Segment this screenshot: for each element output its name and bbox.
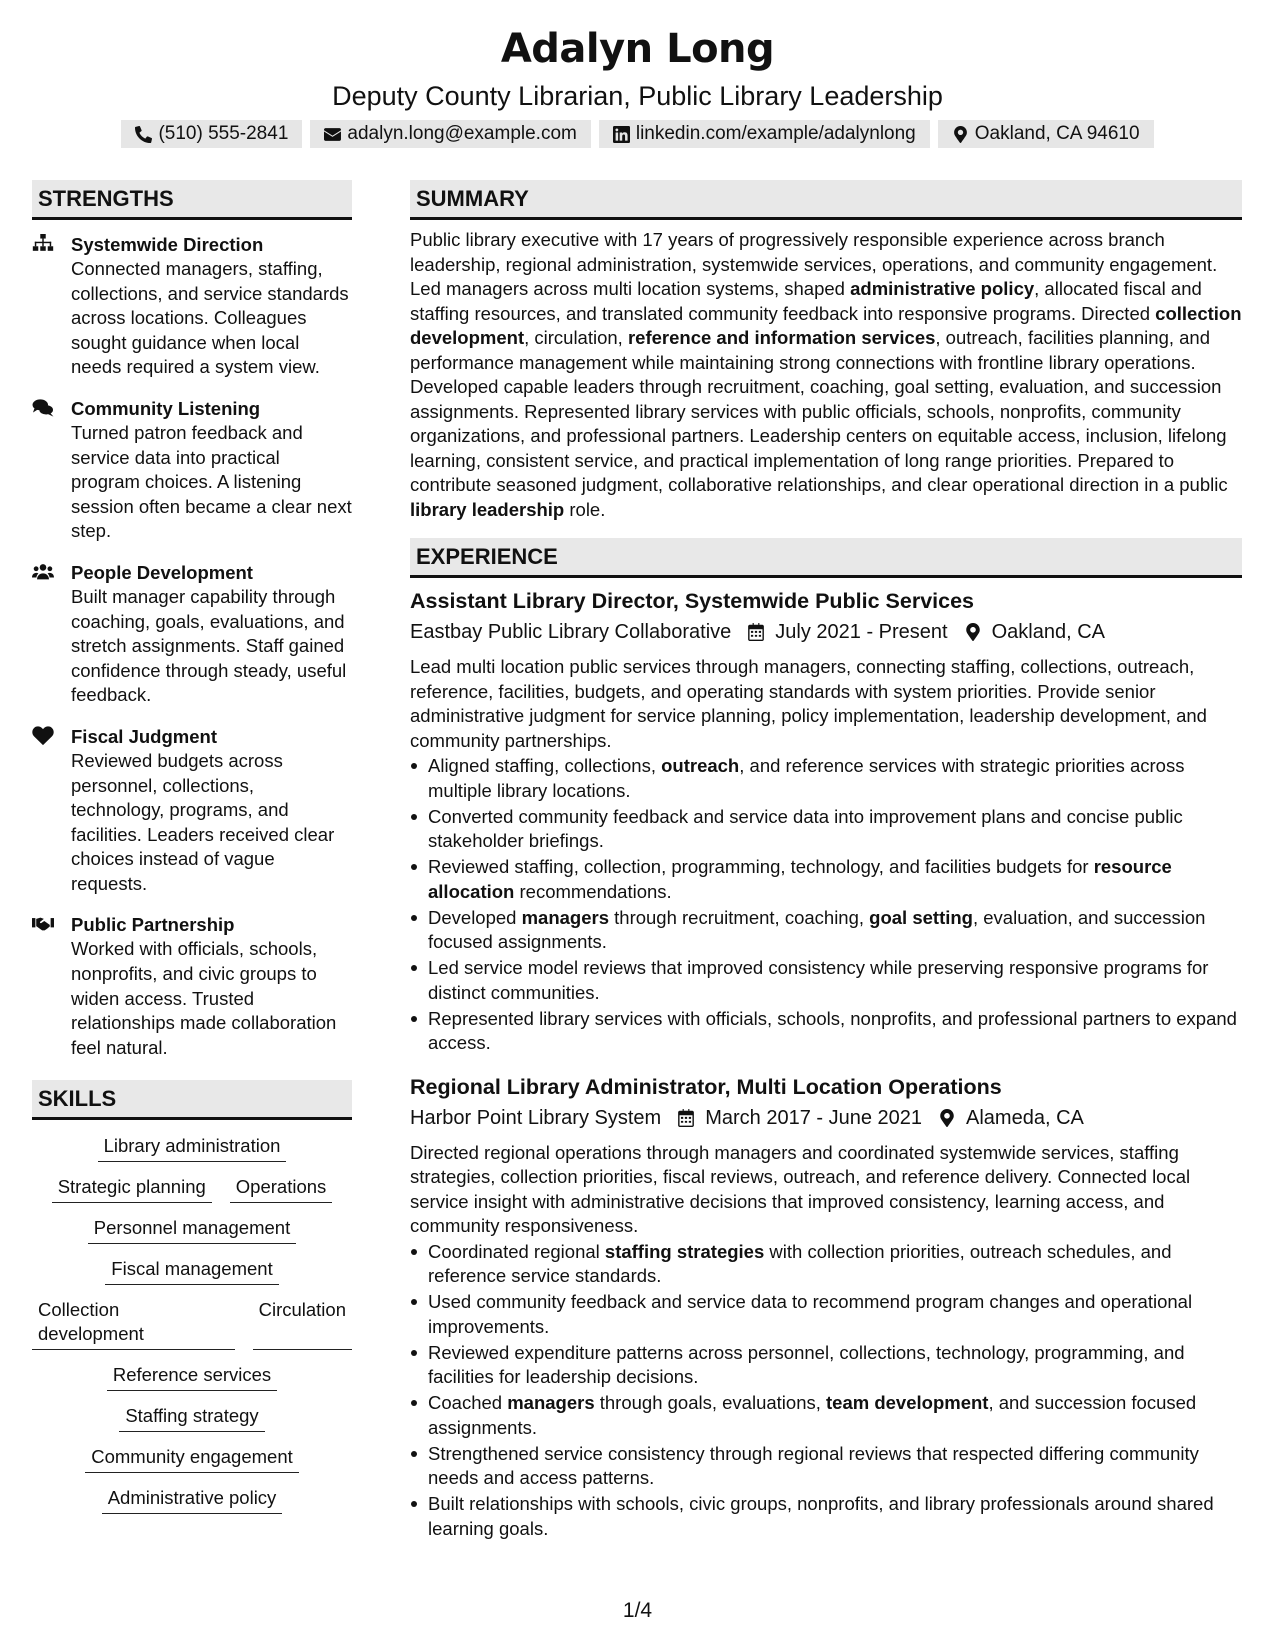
skill-tag: Strategic planning bbox=[52, 1175, 212, 1203]
job-employer: Eastbay Public Library Collaborative bbox=[410, 621, 732, 643]
strength-description: Connected managers, staffing, collections, and service standards across locations. Colleagues sought guidance when local needs required a system view. bbox=[71, 258, 349, 378]
summary-segment: , outreach, facilities planning, and performance management while maintaining strong connections with frontline library operations. Developed capable leaders through recruitment, coaching, goal setting, evaluation, and succession assignments. Represented library services with public officials, schools, nonprofits, community organizations, and professional partners. Leadership centers on equitable access, inclusion, lifelong learning, consistent service, and practical implementation of long range priorities. Prepared to contribute seasoned judgment, collaborative relationships, and clear operational direction in a public bbox=[410, 327, 1228, 495]
contact-location bbox=[938, 120, 1154, 148]
skill-tag: Personnel management bbox=[88, 1216, 296, 1244]
strength-title: People Development bbox=[71, 561, 253, 583]
calendar-icon bbox=[677, 1109, 695, 1127]
skill-tag: Fiscal management bbox=[105, 1257, 278, 1285]
strengths-list bbox=[32, 232, 352, 1060]
skill-row bbox=[107, 1363, 277, 1391]
envelope-icon bbox=[324, 126, 341, 143]
comments-icon bbox=[32, 398, 54, 418]
strength-description: Reviewed budgets across personnel, collections, technology, programs, and facilities. Leaders received clear choices instead of vague requests. bbox=[71, 749, 335, 894]
strength-title: Systemwide Direction bbox=[71, 234, 264, 255]
right-column bbox=[410, 180, 1242, 1543]
summary-segment: , allocated fiscal and staffing resources, and translated community feedback into responsive programs. Directed bbox=[410, 278, 1202, 324]
job-meta bbox=[410, 617, 1242, 647]
job-bullet: Reviewed staffing, collection, programming, technology, and facilities budgets for resource allocation recommendations. bbox=[410, 855, 1242, 904]
heart-icon bbox=[32, 726, 54, 746]
summary-text bbox=[410, 228, 1242, 522]
skill-row bbox=[32, 1298, 352, 1350]
summary-keyword: administrative policy bbox=[850, 278, 1035, 299]
skill-row bbox=[88, 1216, 296, 1244]
job-employer: Harbor Point Library System bbox=[410, 1106, 662, 1129]
skill-tag: Circulation bbox=[253, 1298, 352, 1350]
skill-tag: Administrative policy bbox=[102, 1486, 283, 1514]
contact-bar bbox=[0, 120, 1275, 148]
contact-location-text: Oakland, CA 94610 bbox=[974, 123, 1140, 144]
job-bullets bbox=[410, 1240, 1242, 1542]
candidate-headline: Deputy County Librarian, Public Library Leadership bbox=[332, 81, 943, 111]
job-bullet: Reviewed expenditure patterns across personnel, collections, technology, programming, and facilities for leadership decisions. bbox=[410, 1341, 1242, 1390]
skills-list bbox=[32, 1134, 352, 1514]
strength-item bbox=[32, 724, 352, 897]
skill-tag: Operations bbox=[230, 1175, 333, 1203]
contact-email-text: adalyn.long@example.com bbox=[347, 123, 577, 144]
job-title: Regional Library Administrator, Multi Location Operations bbox=[410, 1074, 1002, 1099]
job-entry bbox=[410, 1072, 1242, 1542]
job-bullet: Built relationships with schools, civic groups, nonprofits, and library professionals around shared learning goals. bbox=[410, 1492, 1242, 1541]
job-bullet: Represented library services with officials, schools, nonprofits, and professional partners to expand access. bbox=[410, 1007, 1242, 1056]
job-meta bbox=[410, 1103, 1242, 1133]
strength-item bbox=[32, 396, 352, 544]
map-marker-icon bbox=[938, 1109, 956, 1127]
job-bullet: Strengthened service consistency through regional reviews that respected differing community needs and access patterns. bbox=[410, 1442, 1242, 1491]
linkedin-icon bbox=[613, 126, 630, 143]
job-dates: July 2021 - Present bbox=[775, 621, 948, 643]
job-location: Alameda, CA bbox=[966, 1106, 1084, 1129]
candidate-name: Adalyn Long bbox=[500, 26, 775, 72]
job-description: Lead multi location public services through managers, connecting staffing, collections, outreach, reference, facilities, budgets, and operating standards with system priorities. Provide senior administrative judgment for service planning, policy implementation, leadership development, and community partnerships. bbox=[410, 656, 1207, 751]
strength-item bbox=[32, 912, 352, 1060]
job-title: Assistant Library Director, Systemwide Public Services bbox=[410, 589, 975, 613]
job-bullet: Coordinated regional staffing strategies with collection priorities, outreach schedules, and reference service standards. bbox=[410, 1240, 1242, 1289]
job-bullet: Converted community feedback and service data into improvement plans and concise public stakeholder briefings. bbox=[410, 805, 1242, 854]
skill-tag: Staffing strategy bbox=[119, 1404, 264, 1432]
experience-heading: EXPERIENCE bbox=[410, 538, 1242, 578]
skill-row bbox=[105, 1257, 278, 1285]
left-column bbox=[32, 180, 352, 1514]
contact-phone[interactable] bbox=[121, 120, 302, 148]
job-bullet: Led service model reviews that improved consistency while preserving responsive programs for distinct communities. bbox=[410, 956, 1242, 1005]
phone-icon bbox=[135, 126, 152, 143]
strength-title: Community Listening bbox=[71, 397, 261, 419]
strengths-heading: STRENGTHS bbox=[32, 180, 352, 220]
page-number: 1/4 bbox=[622, 1599, 653, 1622]
summary-segment: Public library executive with 17 years of progressively responsible experience across branch leadership, regional administration, systemwide services, operations, and community engagement. Led managers across multi location systems, shaped bbox=[410, 229, 1218, 299]
map-marker-icon bbox=[952, 126, 969, 143]
skill-row bbox=[119, 1404, 264, 1432]
summary-keyword: library leadership bbox=[410, 498, 565, 520]
handshake-icon bbox=[32, 914, 54, 934]
job-bullet: Used community feedback and service data to recommend program changes and operational improvements. bbox=[410, 1290, 1242, 1339]
skill-row bbox=[52, 1175, 333, 1203]
job-bullet: Aligned staffing, collections, outreach, and reference services with strategic priorities across multiple library locations. bbox=[410, 754, 1242, 803]
summary-keyword: collection development bbox=[410, 302, 1242, 348]
calendar-icon bbox=[747, 623, 765, 641]
users-icon bbox=[32, 562, 54, 582]
job-bullets bbox=[410, 754, 1242, 1056]
job-bullet: Coached managers through goals, evaluations, team development, and succession focused assignments. bbox=[410, 1391, 1242, 1440]
strength-description: Worked with officials, schools, nonprofits, and civic groups to widen access. Trusted relationships made collaboration feel natural. bbox=[71, 938, 337, 1058]
sitemap-icon bbox=[32, 234, 54, 254]
strength-item bbox=[32, 232, 352, 380]
summary-heading: SUMMARY bbox=[410, 180, 1242, 220]
skill-tag: Collection development bbox=[32, 1298, 235, 1350]
job-bullet: Developed managers through recruitment, coaching, goal setting, evaluation, and succession focused assignments. bbox=[410, 906, 1242, 955]
job-entry bbox=[410, 586, 1242, 1056]
skill-row bbox=[85, 1445, 299, 1473]
job-location: Oakland, CA bbox=[991, 621, 1105, 643]
map-marker-icon bbox=[964, 623, 982, 641]
skill-tag: Community engagement bbox=[85, 1445, 299, 1473]
contact-linkedin[interactable] bbox=[599, 120, 930, 148]
summary-keyword: reference and information services bbox=[627, 327, 936, 348]
contact-linkedin-text: linkedin.com/example/adalynlong bbox=[635, 123, 916, 144]
skill-tag: Reference services bbox=[107, 1363, 277, 1391]
job-description: Directed regional operations through managers and coordinated systemwide services, staffing strategies, collection priorities, fiscal reviews, outreach, and reference delivery. Connected local service insight with administrative decisions that improved consistency, learning access, and community responsiveness. bbox=[410, 1141, 1191, 1236]
strength-title: Fiscal Judgment bbox=[71, 725, 217, 747]
contact-phone-text: (510) 555-2841 bbox=[158, 123, 289, 144]
strength-description: Turned patron feedback and service data into practical program choices. A listening session often became a clear next step. bbox=[71, 421, 352, 542]
skills-heading: SKILLS bbox=[32, 1080, 352, 1120]
strength-title: Public Partnership bbox=[71, 914, 235, 936]
resume-header bbox=[0, 0, 1275, 148]
skill-row bbox=[98, 1134, 287, 1162]
skill-tag: Library administration bbox=[98, 1134, 287, 1162]
summary-segment: , circulation, bbox=[524, 327, 628, 348]
contact-email[interactable] bbox=[310, 120, 590, 148]
skill-row bbox=[102, 1486, 283, 1514]
strength-description: Built manager capability through coaching, goals, evaluations, and stretch assignments. Staff gained confidence through steady, useful feedback. bbox=[71, 585, 347, 706]
summary-segment: role. bbox=[564, 498, 606, 520]
strength-item bbox=[32, 560, 352, 708]
job-dates: March 2017 - June 2021 bbox=[705, 1106, 923, 1129]
